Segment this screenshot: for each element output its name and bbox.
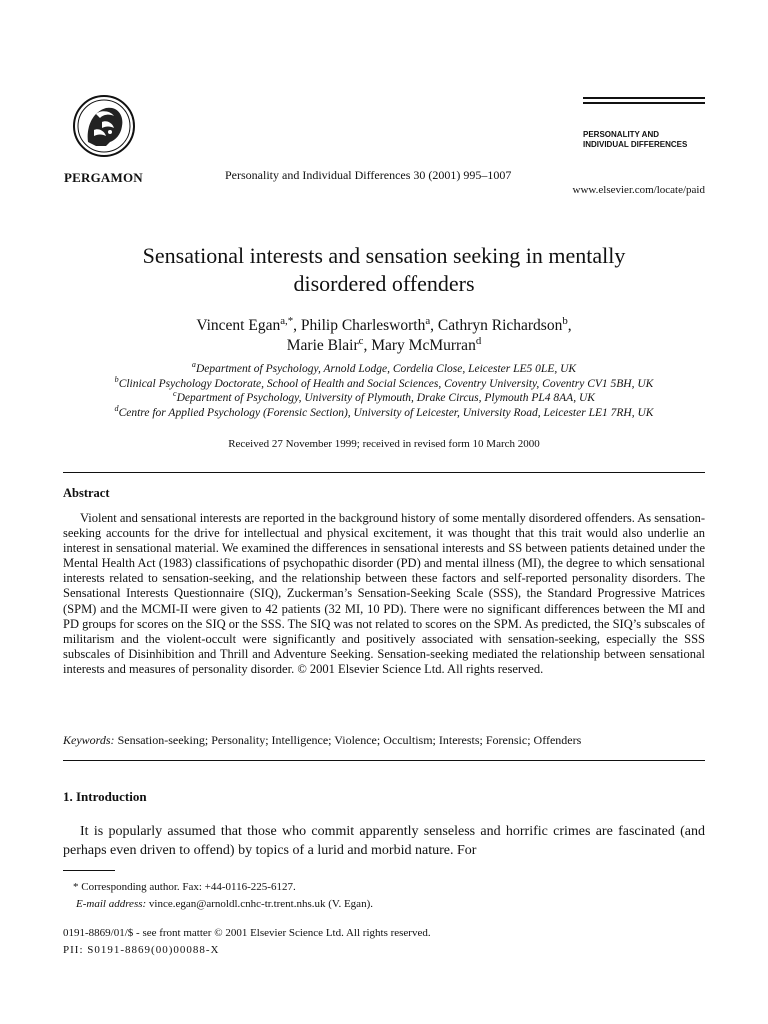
author-list: Vincent Egan$^{a,*}$, Philip Charlesworth$^a$, Cathryn Richardson$^b$, Marie Blair$^c$, Mary McMurran$^d$: [196, 314, 572, 354]
author-name: Cathryn Richardson: [437, 317, 563, 334]
journal-url[interactable]: www.elsevier.com/locate/paid: [572, 184, 705, 196]
publisher-name: PERGAMON: [64, 170, 143, 185]
author-name: Vincent Egan: [196, 317, 281, 334]
keywords-list: Sensation-seeking; Personality; Intelligence; Violence; Occultism; Interests; Forensic; Offenders: [117, 733, 582, 747]
affiliation-list: [60, 362, 708, 421]
divider: [63, 760, 705, 761]
issn-line: 0191-8869/01/$ - see front matter © 2001 Elsevier Science Ltd. All rights reserved.: [63, 927, 431, 939]
journal-reference: Personality and Individual Differences 30 (2001) 995–1007: [225, 168, 512, 182]
abstract-heading: Abstract: [63, 486, 110, 500]
journal-name-line2: INDIVIDUAL DIFFERENCES: [583, 140, 688, 149]
divider: [63, 472, 705, 473]
section-heading: 1. Introduction: [63, 789, 147, 804]
author-name: Philip Charlesworth: [300, 317, 426, 334]
intro-text: It is popularly assumed that those who commit apparently senseless and horrific crimes are fascinated (and perhaps even driven to offend) by topics of a lurid and morbid nature. For: [63, 824, 705, 858]
email-address[interactable]: vince.egan@arnoldl.cnhc-tr.trent.nhs.uk (V. Egan).: [148, 898, 373, 910]
pii-line: PII: S0191-8869(00)00088-X: [63, 944, 220, 956]
author-name: Mary McMurran: [371, 337, 476, 354]
corresponding-author-note: * Corresponding author. Fax: +44-0116-225-6127.: [73, 881, 296, 893]
affiliation: $^d$Centre for Applied Psychology (Forensic Section), University of Leicester, University Road, Leicester LE1 7RH, UK: [114, 404, 654, 420]
email-note: [76, 898, 373, 910]
author-name: Marie Blair: [286, 337, 359, 354]
header-rule: [583, 102, 705, 104]
journal-name: [583, 130, 713, 150]
author-affil-mark: a: [425, 314, 431, 327]
affiliation: $^c$Department of Psychology, University of Plymouth, Drake Circus, Plymouth PL4 8AA, UK: [173, 389, 595, 405]
elsevier-tree-icon: [66, 92, 142, 160]
intro-paragraph: [63, 822, 705, 860]
affiliation: $^a$Department of Psychology, Arnold Lodge, Cordelia Close, Leicester LE5 0LE, UK: [191, 360, 577, 375]
title-line: Sensational interests and sensation seeking in mentally: [142, 243, 626, 268]
keywords: [63, 733, 705, 748]
author-affil-mark: d: [475, 334, 482, 347]
author-affil-mark: a,*: [280, 314, 294, 327]
author-affil-mark: b: [562, 314, 568, 327]
article-title: [60, 242, 708, 298]
affiliation: $^b$Clinical Psychology Doctorate, School of Health and Social Sciences, Coventry University, Coventry CV1 5BH, UK: [114, 374, 654, 390]
keywords-label: Keywords:: [63, 733, 115, 747]
journal-name-line1: PERSONALITY AND: [583, 130, 660, 139]
abstract-text: Violent and sensational interests are reported in the background history of some mentally disordered offenders. As sensation-seeking accounts for the drive for intellectual and physical excitement, it was thought that this trait would also underlie an interest in sensational material. We examined the differences in sensational interests and SS between patients detained under the Mental Health Act (1983) classifications of psychopathic disorder (PD) and mental illness (MI), the degree to which sensational interests related to sensation-seeking, and the relationship between these factors and self-reported personality disorders. The Sensational Interests Questionnaire (SIQ), Zuckerman’s Sensation-Seeking Scale (SSS), the Standard Progressive Matrices (SPM) and the MCMI-II were given to 42 patients (32 MI, 10 PD). There were no significant differences between the MI and PD groups for scores on the SIQ or the SSS. The SIQ was not related to scores on the SPM. As predicted, the SIQ’s subscales of militarism and the violent-occult were significantly and positively associated with sensation-seeking, especially the SSS subscales of Disinhibition and Thrill and Adventure Seeking. Sensation-seeking mediated the relationship between sensational interests and measures of personality disorder. © 2001 Elsevier Science Ltd. All rights reserved.: [63, 511, 705, 676]
author-affil-mark: c: [358, 334, 364, 347]
received-dates: Received 27 November 1999; received in revised form 10 March 2000: [228, 438, 540, 450]
header-rule: [583, 97, 705, 99]
title-line: disordered offenders: [293, 271, 475, 296]
email-label: E-mail address:: [76, 898, 147, 910]
abstract-body: [63, 511, 705, 677]
footnote-rule: [63, 870, 115, 871]
